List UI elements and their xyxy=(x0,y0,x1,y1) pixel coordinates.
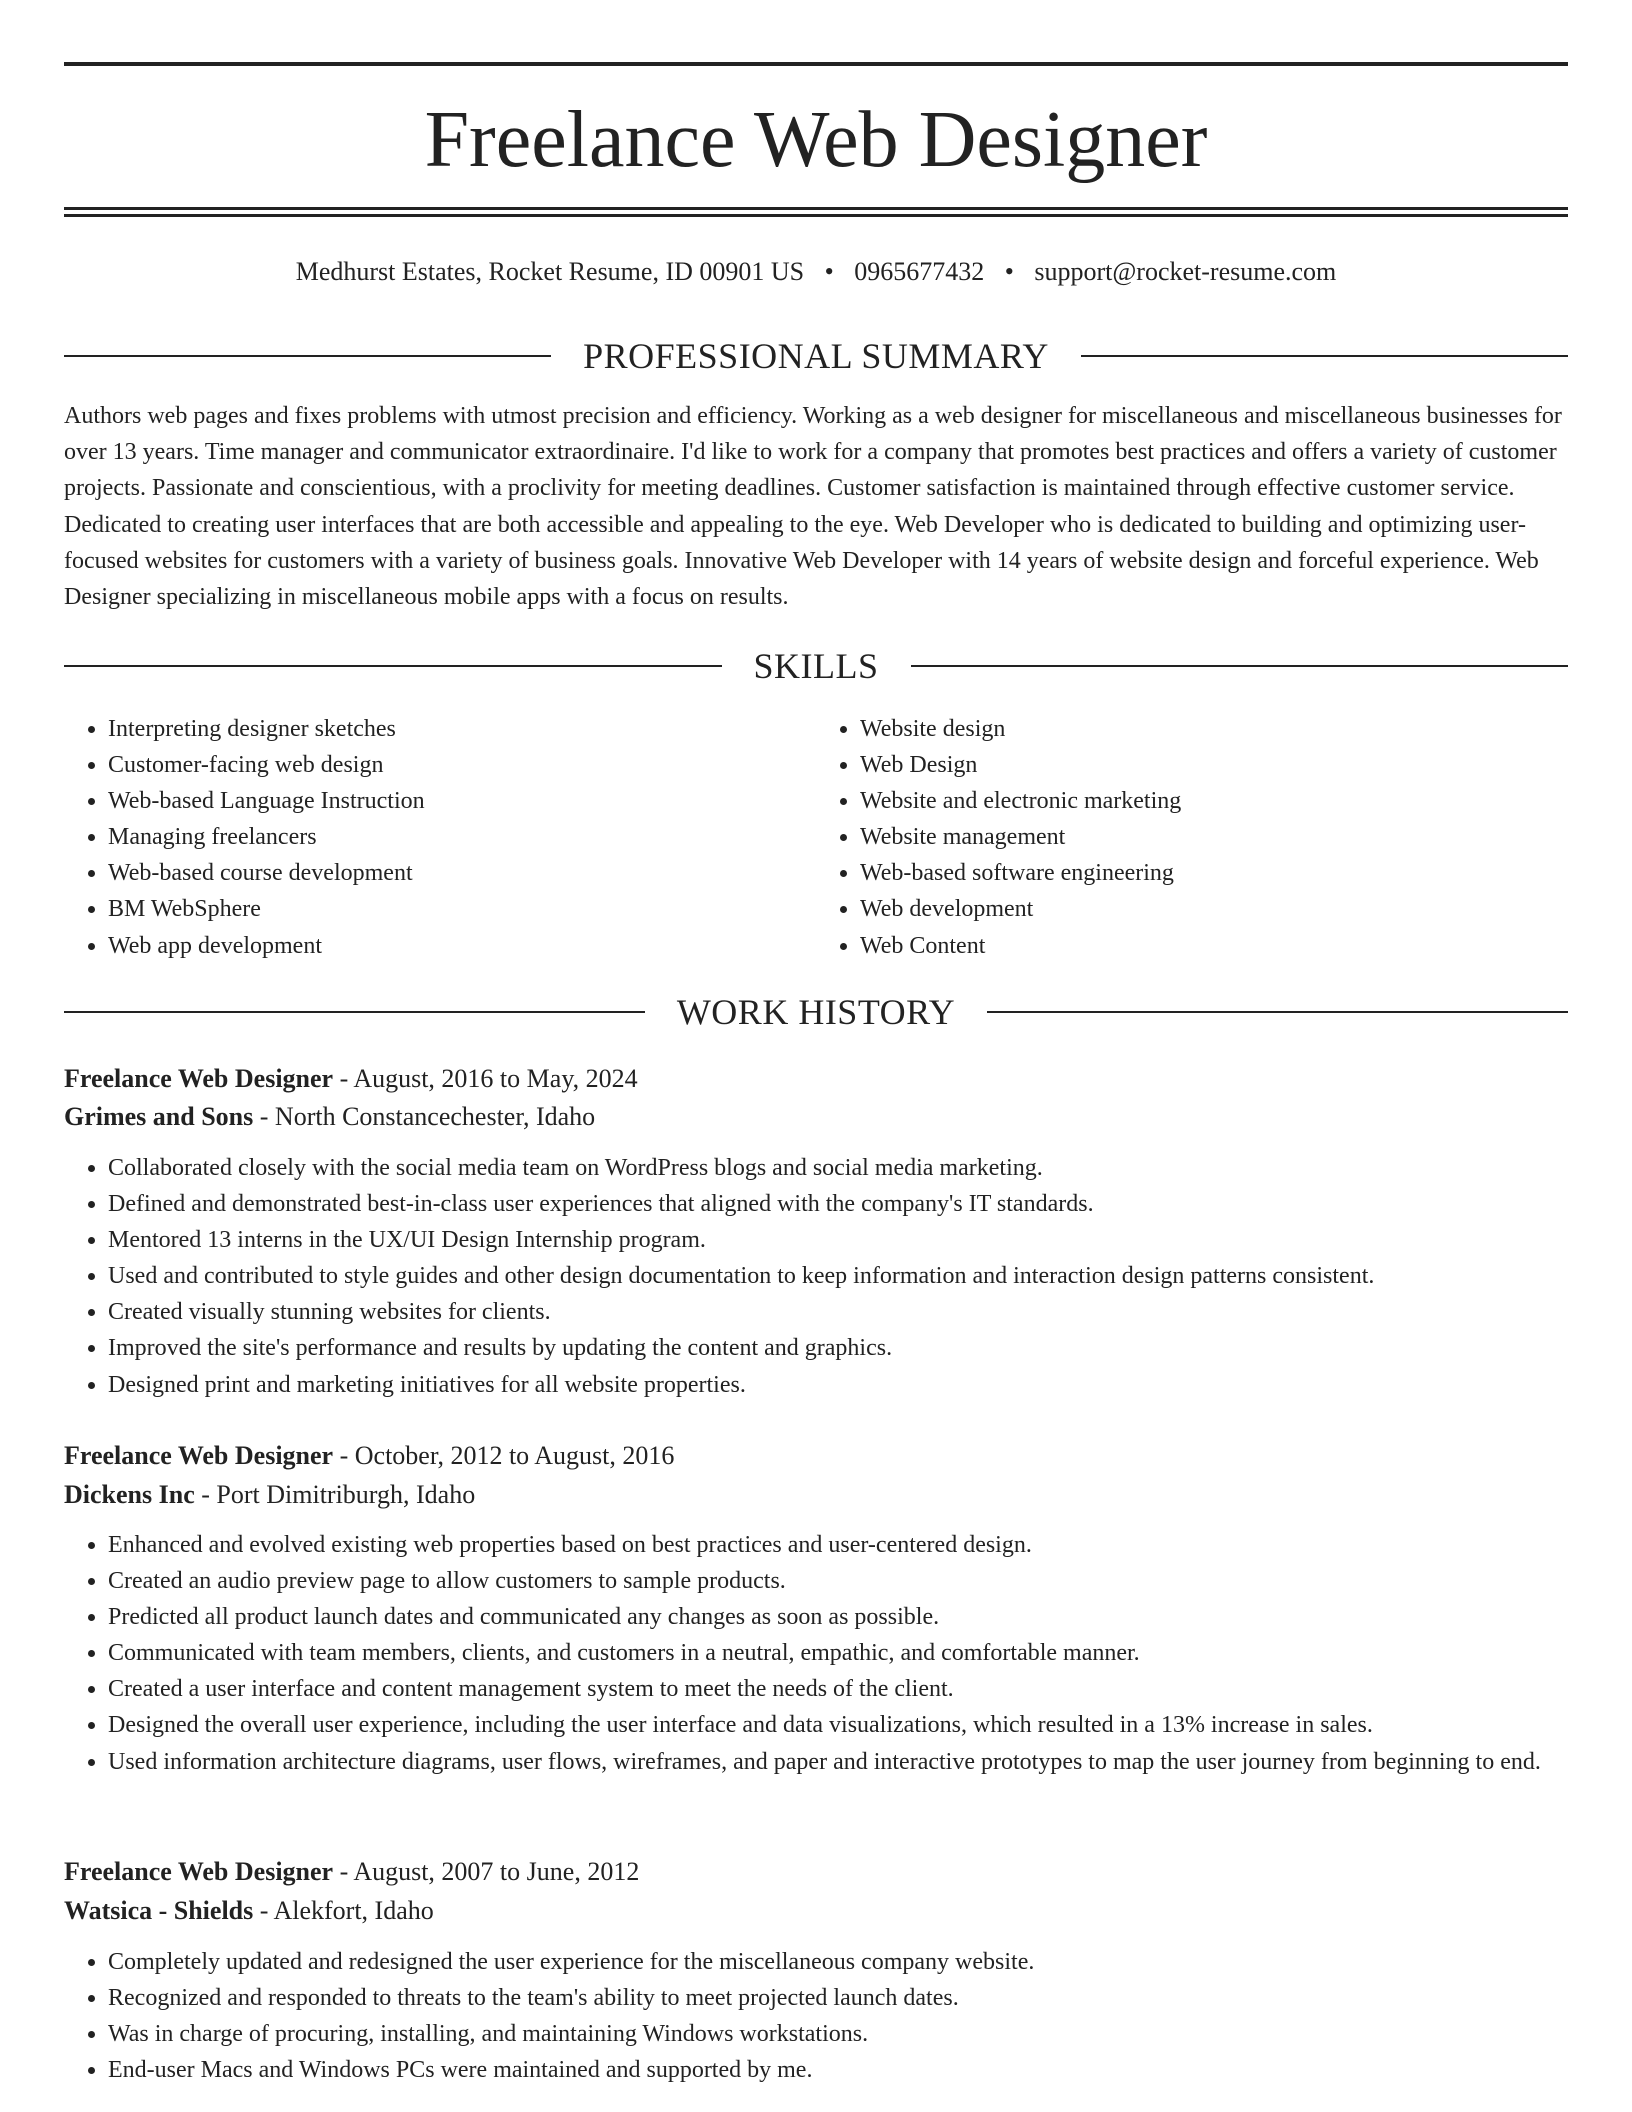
contact-email: support@rocket-resume.com xyxy=(1034,257,1337,286)
job-bullet: • Created a user interface and content management system to meet the needs of the client. xyxy=(108,1671,1568,1707)
job-bullet: • Improved the site's performance and results by updating the content and graphics. xyxy=(108,1330,1568,1366)
double-rule xyxy=(64,207,1568,217)
heading-rule xyxy=(64,355,551,357)
job-dates: - October, 2012 to August, 2016 xyxy=(333,1441,675,1470)
section-heading-summary xyxy=(64,334,1568,378)
skill-item: • Web development xyxy=(860,891,1568,927)
job-bullet: • Enhanced and evolved existing web properties based on best practices and user-centered design. xyxy=(108,1527,1568,1563)
job-title-line xyxy=(64,1852,1568,1891)
job-role: Freelance Web Designer xyxy=(64,1857,334,1886)
job-bullet: • Created an audio preview page to allow customers to sample products. xyxy=(108,1563,1568,1599)
job-bullet: • Designed print and marketing initiatives for all website properties. xyxy=(108,1367,1568,1403)
skill-item: • BM WebSphere xyxy=(108,891,816,927)
job-bullet: • Used information architecture diagrams, user flows, wireframes, and paper and interactive prototypes to map the user journey from beginning to end. xyxy=(108,1744,1568,1780)
skills-list-right xyxy=(816,711,1568,964)
job-bullets xyxy=(64,1150,1568,1403)
heading-rule xyxy=(64,1011,645,1013)
contact-line xyxy=(64,254,1568,290)
section-title: PROFESSIONAL SUMMARY xyxy=(583,336,1049,376)
job-location: - Alekfort, Idaho xyxy=(253,1896,434,1925)
contact-address: Medhurst Estates, Rocket Resume, ID 00901 US xyxy=(295,257,805,286)
skill-item: • Web Design xyxy=(860,747,1568,783)
section-title: WORK HISTORY xyxy=(676,992,956,1032)
skill-item: • Customer-facing web design xyxy=(108,747,816,783)
top-rule xyxy=(64,62,1568,66)
skills-columns xyxy=(64,711,1568,964)
section-heading-skills xyxy=(64,644,1568,688)
contact-phone: 0965677432 xyxy=(854,257,985,286)
job-bullet: • Communicated with team members, clients, and customers in a neutral, empathic, and comfortable manner. xyxy=(108,1635,1568,1671)
heading-rule xyxy=(1081,355,1568,357)
job-company-line xyxy=(64,1475,1568,1514)
job-dates: - August, 2016 to May, 2024 xyxy=(333,1064,638,1093)
job-bullet: • Used and contributed to style guides and other design documentation to keep information and interaction design patterns consistent. xyxy=(108,1258,1568,1294)
section-title: SKILLS xyxy=(753,646,879,686)
job-company: Watsica - Shields xyxy=(64,1896,254,1925)
contact-separator: • xyxy=(1004,257,1014,286)
job-company: Dickens Inc xyxy=(64,1480,195,1509)
contact-separator: • xyxy=(824,257,834,286)
skill-item: • Web-based software engineering xyxy=(860,855,1568,891)
skill-item: • Web app development xyxy=(108,928,816,964)
skill-item: • Website design xyxy=(860,711,1568,747)
skills-list-left xyxy=(64,711,816,964)
heading-rule xyxy=(911,665,1569,667)
job-company-line xyxy=(64,1097,1568,1136)
job-bullet: • Completely updated and redesigned the user experience for the miscellaneous company website. xyxy=(108,1944,1568,1980)
skill-item: • Website management xyxy=(860,819,1568,855)
skill-item: • Website and electronic marketing xyxy=(860,783,1568,819)
resume-name: Freelance Web Designer xyxy=(424,96,1208,184)
job-bullet: • Was in charge of procuring, installing, and maintaining Windows workstations. xyxy=(108,2016,1568,2052)
job-bullet: • Mentored 13 interns in the UX/UI Design Internship program. xyxy=(108,1222,1568,1258)
skill-item: • Web-based Language Instruction xyxy=(108,783,816,819)
skill-item: • Interpreting designer sketches xyxy=(108,711,816,747)
job-bullet: • Recognized and responded to threats to the team's ability to meet projected launch dates. xyxy=(108,1980,1568,2016)
job-dates: - August, 2007 to June, 2012 xyxy=(333,1857,640,1886)
heading-rule xyxy=(987,1011,1568,1013)
job-title-line xyxy=(64,1436,1568,1475)
job-location: - Port Dimitriburgh, Idaho xyxy=(194,1480,476,1509)
job-bullet: • Designed the overall user experience, including the user interface and data visualizations, which resulted in a 13% increase in sales. xyxy=(108,1707,1568,1743)
skill-item: • Web Content xyxy=(860,928,1568,964)
job-bullet: • Created visually stunning websites for clients. xyxy=(108,1294,1568,1330)
heading-rule xyxy=(64,665,722,667)
job-bullets xyxy=(64,1527,1568,1780)
skill-item: • Managing freelancers xyxy=(108,819,816,855)
section-heading-work xyxy=(64,990,1568,1034)
job-role: Freelance Web Designer xyxy=(64,1441,334,1470)
job-company: Grimes and Sons xyxy=(64,1102,254,1131)
job-title-line xyxy=(64,1059,1568,1098)
job-bullets xyxy=(64,1944,1568,2088)
job-company-line xyxy=(64,1891,1568,1930)
job-location: - North Constancechester, Idaho xyxy=(253,1102,596,1131)
summary-text: Authors web pages and fixes problems with utmost precision and efficiency. Working as a web designer for miscellaneous and miscellaneous businesses for over 13 years. Time manager and communicator extraordinaire. I'd like to work for a company that promotes best practices and offers a variety of customer projects. Passionate and conscientious, with a proclivity for meeting deadlines. Customer satisfaction is maintained through effective customer service. Dedicated to creating user interfaces that are both accessible and appealing to the eye. Web Developer who is dedicated to building and optimizing user-focused websites for customers with a variety of business goals. Innovative Web Developer with 14 years of website design and forceful experience. Web Designer specializing in miscellaneous mobile apps with a focus on results. xyxy=(64,403,1562,611)
job-role: Freelance Web Designer xyxy=(64,1064,334,1093)
job-bullet: • Predicted all product launch dates and communicated any changes as soon as possible. xyxy=(108,1599,1568,1635)
job-bullet: • Defined and demonstrated best-in-class user experiences that aligned with the company's IT standards. xyxy=(108,1186,1568,1222)
job-bullet: • End-user Macs and Windows PCs were maintained and supported by me. xyxy=(108,2052,1568,2088)
skill-item: • Web-based course development xyxy=(108,855,816,891)
job-bullet: • Collaborated closely with the social media team on WordPress blogs and social media marketing. xyxy=(108,1150,1568,1186)
